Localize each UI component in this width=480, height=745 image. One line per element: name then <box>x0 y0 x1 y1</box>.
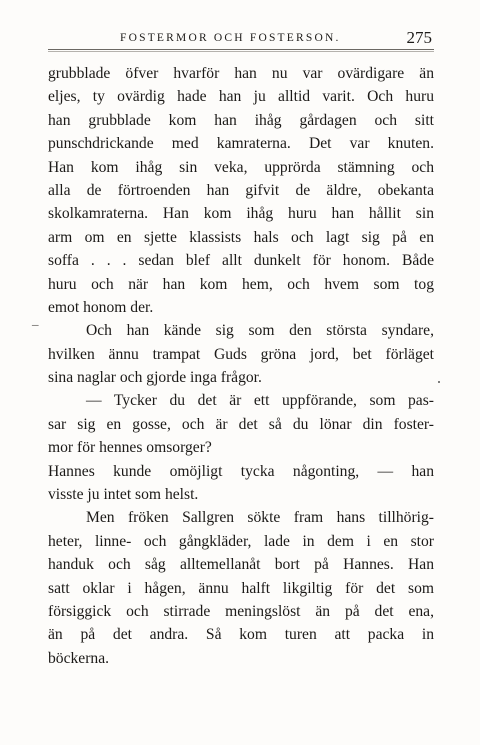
text-line: Hannes kunde omöjligt tycka någonting, — han <box>48 462 434 480</box>
text-line: arm om en sjette klassists hals och lagt sig på en <box>48 228 434 246</box>
text-line: soffa . . . sedan blef allt dunkelt för honom. Både <box>48 252 434 270</box>
text-line: sar sig en gosse, och är det så du lönar din foster- <box>48 415 434 433</box>
text-line: hvilken ännu trampat Guds gröna jord, bet förläget <box>48 345 434 363</box>
text-line: satt oklar i hågen, ännu halft likgiltig för det som <box>48 579 434 597</box>
page-number: 275 <box>406 28 432 47</box>
text-line: visste ju intet som helst. <box>48 486 199 504</box>
text-line: sina naglar och gjorde inga frågor. <box>48 369 262 387</box>
text-line: försiggick och stirrade meningslöst än på det ena, <box>48 602 434 620</box>
text-line: Och han kände sig som den största syndare, <box>86 322 434 340</box>
text-line: heter, linne- och gångkläder, lade in dem i en stor <box>48 532 434 550</box>
text-line: Han kom ihåg sin veka, upprörda stämning och <box>48 158 434 176</box>
text-line: Men fröken Sallgren sökte fram hans tillhörig- <box>86 509 434 527</box>
text-line: grubblade öfver hvarför han nu var ovärdigare än <box>48 65 434 82</box>
text-line: böckerna. <box>48 649 110 667</box>
body-text <box>48 62 434 670</box>
text-line: alla de förtroenden han gifvit de äldre, obekanta <box>48 181 434 199</box>
text-line: mor för hennes omsorger? <box>48 439 212 457</box>
header-rule-thin <box>48 51 434 52</box>
text-line: han grubblade kom han ihåg gårdagen och sitt <box>48 111 434 129</box>
margin-mark: _ <box>32 312 39 327</box>
text-line: punschdrickande med kamraterna. Det var knuten. <box>48 135 434 153</box>
header-rule <box>48 49 434 50</box>
text-line: emot honom der. <box>48 298 154 316</box>
text-line: handuk och såg alltemellanåt bort på Hannes. Han <box>48 556 434 574</box>
running-title: FOSTERMOR OCH FOSTERSON. <box>120 32 341 44</box>
page-header <box>48 28 434 50</box>
text-line: än på det andra. Så kom turen att packa in <box>48 626 434 644</box>
ink-speck <box>438 381 440 383</box>
text-line: — Tycker du det är ett uppförande, som pas- <box>86 392 434 410</box>
text-line: eljes, ty ovärdig hade han ju alltid varit. Och huru <box>48 88 434 106</box>
text-line: skolkamraterna. Han kom ihåg huru han hållit sin <box>48 205 434 223</box>
text-line: huru och när han kom hem, och hvem som tog <box>48 275 434 293</box>
